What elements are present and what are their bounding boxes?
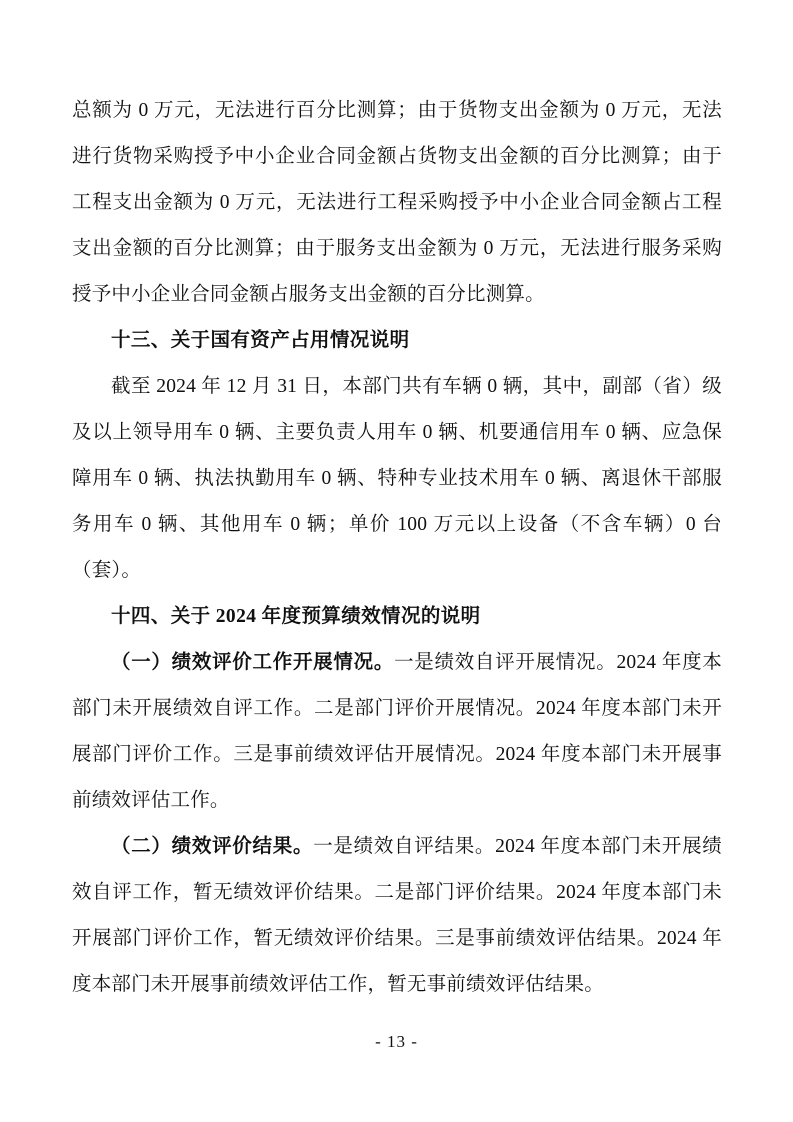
paragraph-performance-work-lead: （一）绩效评价工作开展情况。: [111, 652, 395, 673]
paragraph-procurement-continued: 总额为 0 万元，无法进行百分比测算；由于货物支出金额为 0 万元，无法进行货物采购授予中小企业合同金额占货物支出金额的百分比测算；由于工程支出金额为 0 万元，无法进行工程采购授予中小企业合同金额占工程支出金额的百分比测算；由于服务支出金额为 0 万元，无法进行服务采购授予中小企业合同金额占服务支出金额的百分比测算。: [72, 100, 722, 305]
paragraph-performance-work-text: 一是绩效自评开展情况。2024 年度本部门未开展绩效自评工作。二是部门评价开展情况。2024 年度本部门未开展部门评价工作。三是事前绩效评估开展情况。2024 年度本部门未开展事前绩效评估工作。: [72, 652, 722, 811]
paragraph-performance-results: [72, 824, 722, 1008]
document-body: [72, 88, 722, 1008]
paragraph-state-assets: 截至 2024 年 12 月 31 日，本部门共有车辆 0 辆，其中，副部（省）级及以上领导用车 0 辆、主要负责人用车 0 辆、机要通信用车 0 辆、应急保障用车 0 辆、执法执勤用车 0 辆、特种专业技术用车 0 辆、离退休干部服务用车 0 辆、其他用车 0 辆；单价 100 万元以上设备（不含车辆）0 台（套）。: [72, 376, 722, 581]
page-number: - 13 -: [375, 1032, 418, 1051]
paragraph-performance-results-lead: （二）绩效评价结果。: [111, 836, 314, 857]
paragraph-performance-results-text: 一是绩效自评结果。2024 年度本部门未开展绩效自评工作，暂无绩效评价结果。二是部门评价结果。2024 年度本部门未开展部门评价工作，暂无绩效评价结果。三是事前绩效评估结果。2024 年度本部门未开展事前绩效评估工作，暂无事前绩效评估结果。: [72, 836, 722, 995]
heading-state-assets: 十三、关于国有资产占用情况说明: [111, 330, 410, 351]
paragraph-performance-work: [72, 640, 722, 824]
heading-performance: 十四、关于 2024 年度预算绩效情况的说明: [111, 606, 481, 627]
